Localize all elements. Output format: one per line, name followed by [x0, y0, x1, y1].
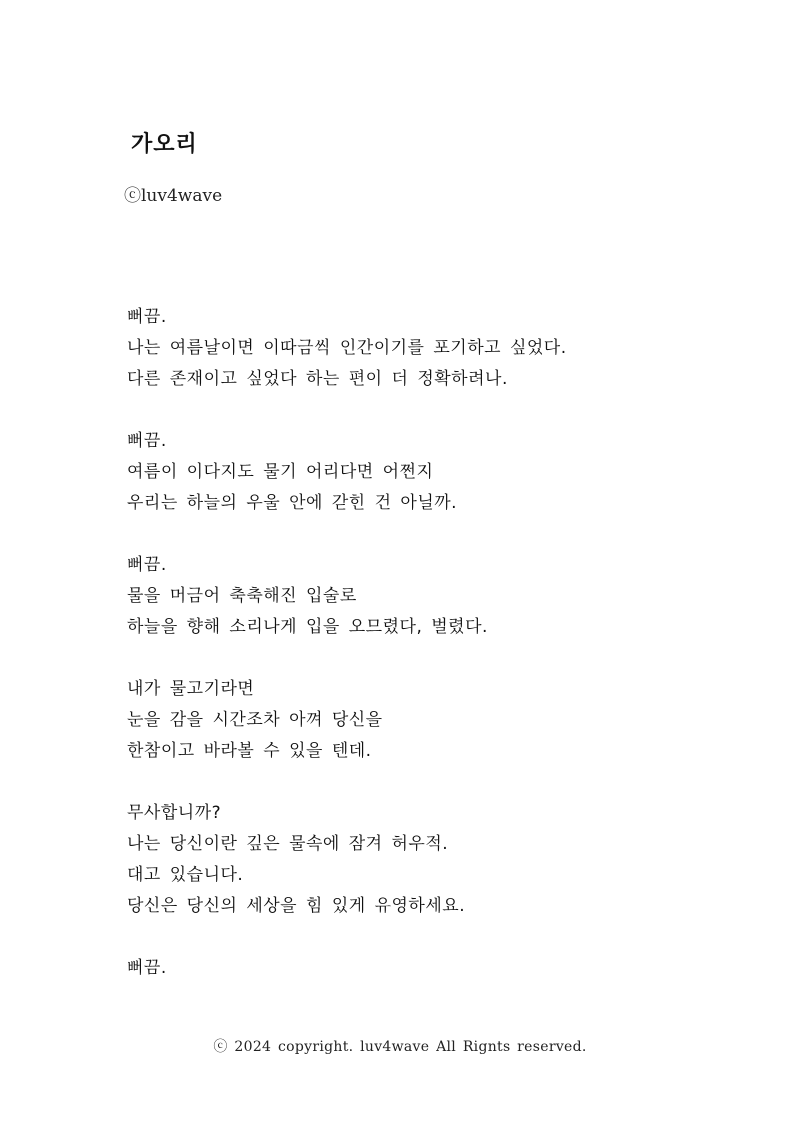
author-credit: ⓒluv4wave	[124, 186, 223, 206]
copyright-footer: ⓒ 2024 copyright. luv4wave All Rignts reserved.	[213, 1039, 587, 1055]
poem-line: 한참이고 바라볼 수 있을 텐데.	[127, 741, 372, 761]
poem-line: 하늘을 향해 소리나게 입을 오므렸다, 벌렸다.	[127, 617, 488, 637]
poem-line: 뻐끔.	[127, 431, 167, 451]
poem-line: 뻐끔.	[127, 958, 167, 978]
poem-line: 다른 존재이고 싶었다 하는 편이 더 정확하려나.	[127, 369, 508, 389]
poem-line: 무사합니까?	[127, 803, 222, 823]
stanza	[127, 953, 727, 984]
poem-line: 우리는 하늘의 우울 안에 갇힌 건 아닐까.	[127, 493, 458, 513]
poem-title: 가오리	[131, 132, 198, 157]
poem-line: 뻐끔.	[127, 555, 167, 575]
stanza	[127, 550, 727, 643]
stanza	[127, 426, 727, 519]
poem-line: 뻐끔.	[127, 307, 167, 327]
poem-line: 대고 있습니다.	[127, 865, 244, 885]
poem-line: 내가 물고기라면	[127, 679, 255, 699]
poem-line: 물을 머금어 축축해진 입술로	[127, 586, 357, 606]
poem-body	[127, 302, 727, 1015]
stanza	[127, 302, 727, 395]
poem-line: 나는 여름날이면 이따금씩 인간이기를 포기하고 싶었다.	[127, 338, 567, 358]
stanza	[127, 798, 727, 922]
poem-line: 나는 당신이란 깊은 물속에 잠겨 허우적.	[127, 834, 449, 854]
poem-line: 여름이 이다지도 물기 어리다면 어쩐지	[127, 462, 434, 482]
poem-line: 당신은 당신의 세상을 힘 있게 유영하세요.	[127, 896, 466, 916]
stanza	[127, 674, 727, 767]
poem-line: 눈을 감을 시간조차 아껴 당신을	[127, 710, 383, 730]
